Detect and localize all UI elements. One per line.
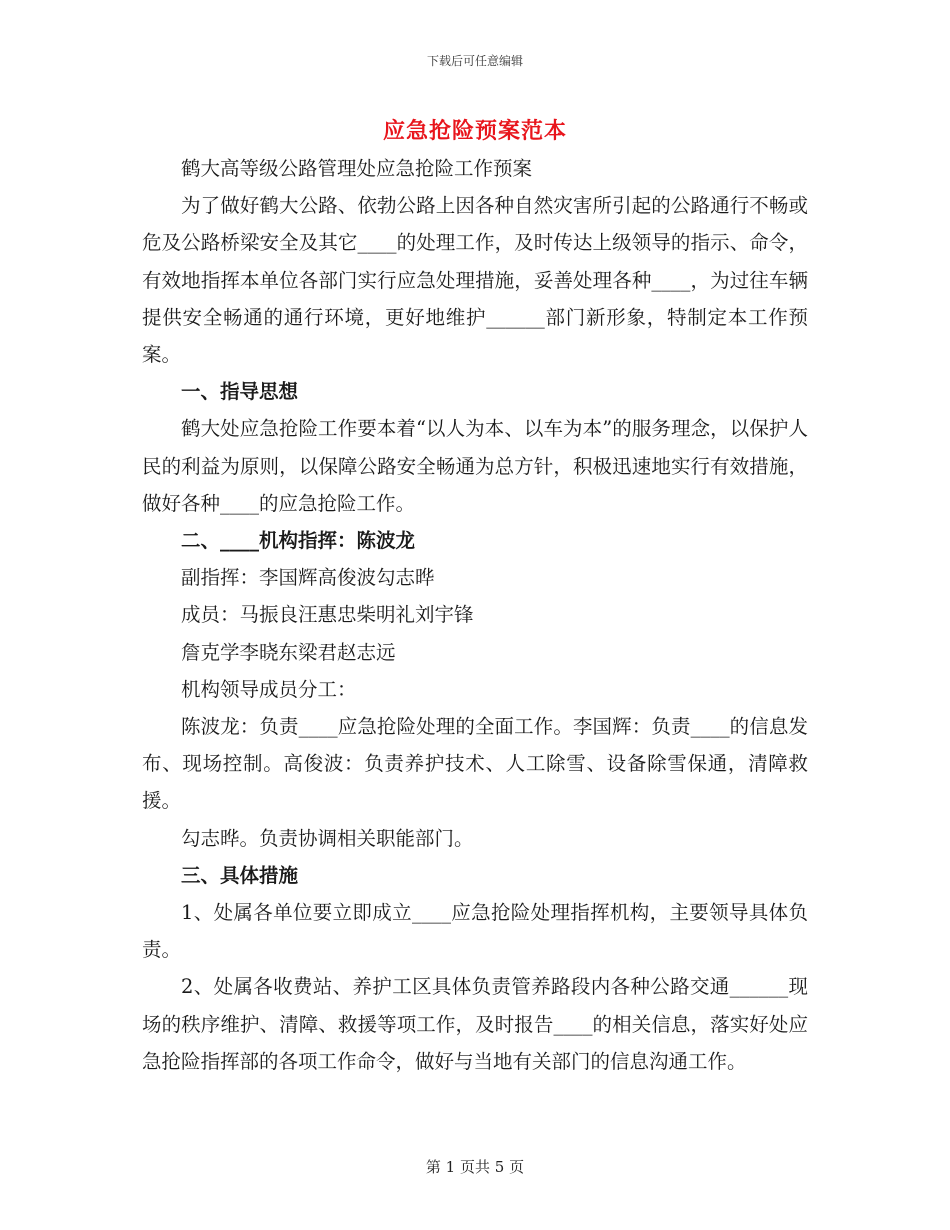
subtitle-paragraph: 鹤大高等级公路管理处应急抢险工作预案 bbox=[181, 157, 533, 180]
guiding-principle-paragraph: 鹤大处应急抢险工作要本着“以人为本、以车为本”的服务理念，以保护人民的利益为原则，以保障公路安全畅通为总方针，积极迅速地实行有效措施，做好各种____的应急抢险工作。 bbox=[142, 417, 808, 515]
document-body bbox=[142, 150, 808, 1080]
document-title: 应急抢险预案范本 bbox=[382, 118, 567, 144]
intro-paragraph: 为了做好鹤大公路、依勃公路上因各种自然灾害所引起的公路通行不畅或危及公路桥梁安全及其它____的处理工作，及时传达上级领导的指示、命令，有效地指挥本单位各部门实行应急处理措施，妥善处理各种____，为过往车辆提供安全畅通的通行环境，更好地维护______部门新形象，特制定本工作预案。 bbox=[142, 194, 808, 367]
division-of-duties-label: 机构领导成员分工： bbox=[181, 677, 357, 701]
page-footer: 第 1 页共 5 页 bbox=[425, 1158, 525, 1176]
duties-paragraph-continued: 勾志晔。负责协调相关职能部门。 bbox=[181, 826, 474, 850]
section-heading-organization: 二、____机构指挥：陈波龙 bbox=[181, 529, 416, 553]
measure-item-2: 2、处属各收费站、养护工区具体负责管养路段内各种公路交通______现场的秩序维护、清障、救援等项工作，及时报告____的相关信息，落实好处应急抢险指挥部的各项工作命令，做好与当地有关部门的信息沟通工作。 bbox=[142, 975, 808, 1073]
members-line: 成员：马振良汪惠忠柴明礼刘宇锋 bbox=[181, 603, 474, 627]
section-heading-measures: 三、具体措施 bbox=[181, 863, 299, 887]
header-note: 下载后可任意编辑 bbox=[426, 54, 523, 68]
deputy-commanders-line: 副指挥：李国辉高俊波勾志晔 bbox=[181, 566, 435, 590]
members-line-continued: 詹克学李晓东梁君赵志远 bbox=[181, 640, 396, 664]
section-heading-guiding-principle: 一、指导思想 bbox=[181, 380, 299, 404]
measure-item-1: 1、处属各单位要立即成立____应急抢险处理指挥机构，主要领导具体负责。 bbox=[142, 901, 808, 962]
duties-paragraph: 陈波龙：负责____应急抢险处理的全面工作。李国辉：负责____的信息发布、现场控制。高俊波：负责养护技术、人工除雪、设备除雪保通，清障救援。 bbox=[142, 715, 808, 813]
